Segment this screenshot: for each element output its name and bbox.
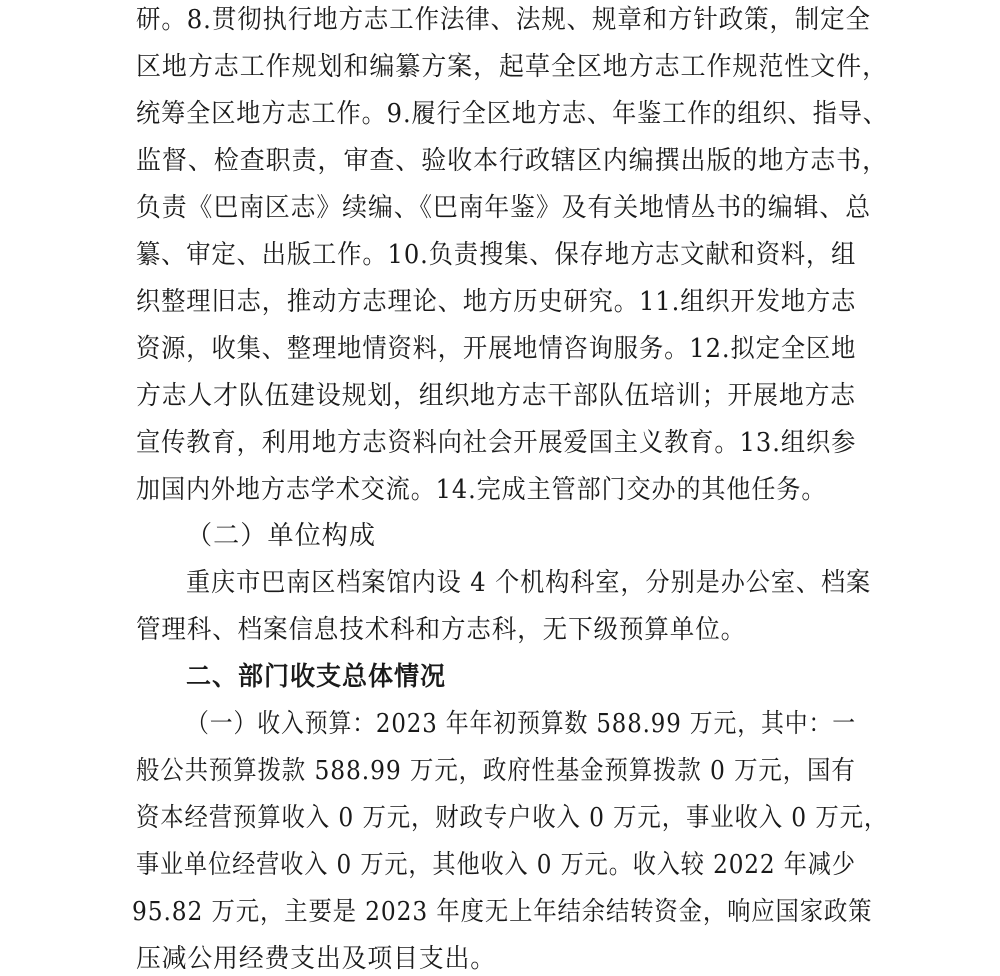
paragraph-line: （一）收入预算：2023 年年初预算数 588.99 万元，其中：一 (186, 709, 856, 739)
chapter-heading: 二、部门收支总体情况 (186, 662, 447, 692)
paragraph-line: 宣传教育，利用地方志资料向社会开展爱国主义教育。13.组织参 (136, 428, 857, 458)
paragraph-line: 管理科、档案信息技术科和方志科，无下级预算单位。 (136, 615, 747, 645)
paragraph-line: 资源，收集、整理地情资料，开展地情咨询服务。12.拟定全区地 (136, 334, 857, 364)
paragraph-line: 方志人才队伍建设规划，组织地方志干部队伍培训；开展地方志 (136, 381, 857, 411)
paragraph-line: 般公共预算拨款 588.99 万元，政府性基金预算拨款 0 万元，国有 (136, 756, 856, 786)
paragraph-line: 负责《巴南区志》续编、《巴南年鉴》及有关地情丛书的编辑、总 (136, 193, 871, 223)
paragraph-line: 监督、检查职责，审查、验收本行政辖区内编撰出版的地方志书， (136, 146, 889, 176)
section-heading: （二）单位构成 (186, 521, 377, 551)
paragraph-line: 研。8.贯彻执行地方志工作法律、法规、规章和方针政策，制定全 (136, 5, 871, 35)
paragraph-line: 纂、审定、出版工作。10.负责搜集、保存地方志文献和资料，组 (136, 240, 857, 270)
paragraph-line: 加国内外地方志学术交流。14.完成主管部门交办的其他任务。 (136, 475, 827, 505)
paragraph-line: 资本经营预算收入 0 万元，财政专户收入 0 万元，事业收入 0 万元， (136, 803, 889, 833)
paragraph-line: 压减公用经费支出及项目支出。 (136, 944, 497, 974)
paragraph-line: 统筹全区地方志工作。9.履行全区地方志、年鉴工作的组织、指导、 (136, 99, 888, 129)
paragraph-line: 织整理旧志，推动方志理论、地方历史研究。11.组织开发地方志 (136, 287, 857, 317)
paragraph-line: 重庆市巴南区档案馆内设 4 个机构科室，分别是办公室、档案 (186, 568, 872, 598)
paragraph-line: 区地方志工作规划和编纂方案，起草全区地方志工作规范性文件， (136, 52, 889, 82)
paragraph-line: 事业单位经营收入 0 万元，其他收入 0 万元。收入较 2022 年减少 (136, 850, 856, 880)
paragraph-line: 95.82 万元，主要是 2023 年度无上年结余结转资金，响应国家政策 (132, 897, 873, 927)
